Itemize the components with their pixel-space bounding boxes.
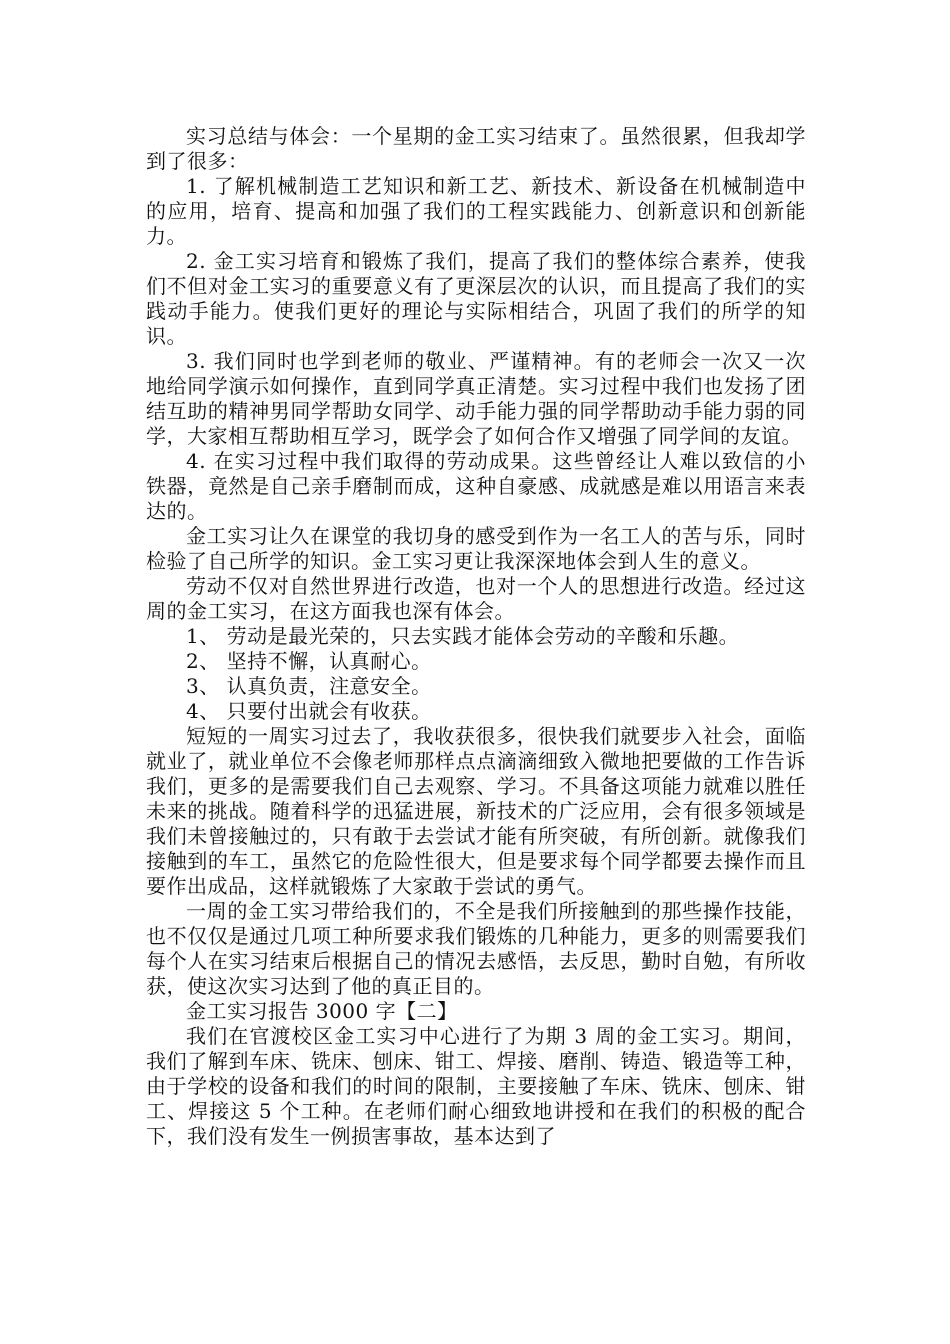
paragraph-point-2: 2. 金工实习培育和锻炼了我们，提高了我们的整体综合素养，使我们不但对金工实习的重要意义有了更深层次的认识，而且提高了我们的实践动手能力。使我们更好的理论与实际相结合，巩固了我们的所学的知识。 bbox=[146, 249, 806, 348]
list-item-3: 3、 认真负责，注意安全。 bbox=[186, 674, 432, 698]
paragraph-week-summary: 短短的一周实习过去了，我收获很多，很快我们就要步入社会，面临就业了，就业单位不会像老师那样点点滴滴细致入微地把要做的工作告诉我们，更多的是需要我们自己去观察、学习。不具备这项能力就难以胜任未来的挑战。随着科学的迅猛进展，新技术的广泛应用，会有很多领域是我们未曾接触过的，只有敢于去尝试才能有所突破，有所创新。就像我们接触到的车工，虽然它的危险性很大，但是要求每个同学都要去操作而且要作出成品，这样就锻炼了大家敢于尝试的勇气。 bbox=[146, 724, 806, 898]
paragraph-reflection: 金工实习让久在课堂的我切身的感受到作为一名工人的苦与乐，同时检验了自己所学的知识。金工实习更让我深深地体会到人生的意义。 bbox=[146, 524, 806, 573]
list-item-1: 1、 劳动是最光荣的，只去实践才能体会劳动的辛酸和乐趣。 bbox=[186, 624, 740, 648]
paragraph-labor: 劳动不仅对自然世界进行改造，也对一个人的思想进行改造。经过这周的金工实习，在这方面我也深有体会。 bbox=[146, 574, 806, 623]
paragraph-point-4: 4. 在实习过程中我们取得的劳动成果。这些曾经让人难以致信的小铁器，竟然是自己亲手磨制而成，这种自豪感、成就感是难以用语言来表达的。 bbox=[146, 449, 806, 523]
paragraph-point-3: 3. 我们同时也学到老师的敬业、严谨精神。有的老师会一次又一次地给同学演示如何操作，直到同学真正清楚。实习过程中我们也发扬了团结互助的精神男同学帮助女同学、动手能力强的同学帮助动手能力弱的同学，大家相互帮助相互学习，既学会了如何合作又增强了同学间的友谊。 bbox=[146, 349, 806, 448]
paragraph-report-two: 我们在官渡校区金工实习中心进行了为期 3 周的金工实习。期间，我们了解到车床、铣床、刨床、钳工、焊接、磨削、铸造、锻造等工种，由于学校的设备和我们的时间的限制，主要接触了车床、铣床、刨床、钳工、焊接这 5 个工种。在老师们耐心细致地讲授和在我们的积极的配合下，我们没有发生一例损害事故，基本达到了 bbox=[146, 1024, 806, 1148]
list-item-4: 4、 只要付出就会有收获。 bbox=[186, 699, 432, 723]
document-body bbox=[146, 124, 806, 1149]
paragraph-skills: 一周的金工实习带给我们的，不全是我们所接触到的那些操作技能，也不仅仅是通过几项工种所要求我们锻炼的几种能力，更多的则需要我们每个人在实习结束后根据自己的情况去感悟，去反思，勤时自勉，有所收获，使这次实习达到了他的真正目的。 bbox=[146, 899, 806, 998]
paragraph-point-1: 1. 了解机械制造工艺知识和新工艺、新技术、新设备在机械制造中的应用，培育、提高和加强了我们的工程实践能力、创新意识和创新能力。 bbox=[146, 174, 806, 248]
list-item-2: 2、 坚持不懈，认真耐心。 bbox=[186, 649, 432, 673]
paragraph-intro: 实习总结与体会：一个星期的金工实习结束了。虽然很累，但我却学到了很多： bbox=[146, 124, 806, 173]
section-heading: 金工实习报告 3000 字【二】 bbox=[186, 999, 458, 1023]
